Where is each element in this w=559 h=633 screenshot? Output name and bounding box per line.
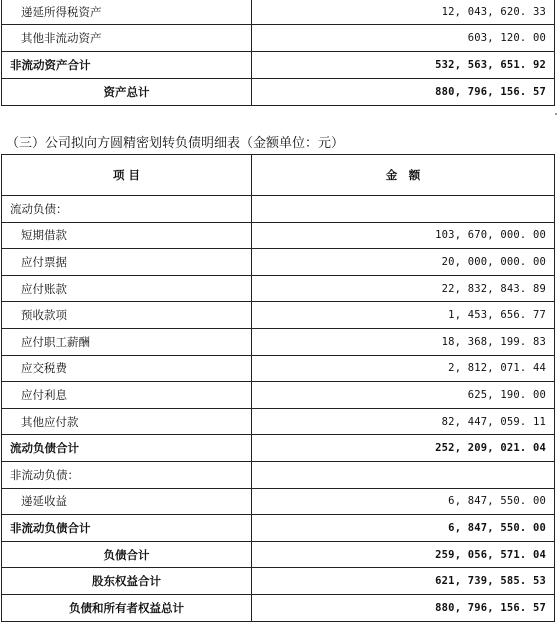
row-label: 股东权益合计 [2,568,252,595]
row-amount: 6, 847, 550. 00 [252,488,555,515]
table-row [2,594,555,621]
table-row [2,25,555,52]
table-row [2,302,555,329]
table-row [2,461,555,488]
header-amount: 金 额 [252,155,555,196]
liability-table-body [2,155,555,622]
table-row [2,275,555,302]
table-row [2,328,555,355]
row-amount: 18, 368, 199. 83 [252,328,555,355]
table-row [2,355,555,382]
row-amount: 82, 447, 059. 11 [252,408,555,435]
row-amount: 259, 056, 571. 04 [252,541,555,568]
liability-table-caption: （三）公司拟向方圆精密划转负债明细表（金额单位：元） [6,136,345,151]
row-amount: 252, 209, 021. 04 [252,435,555,462]
table-row [2,249,555,276]
row-amount: 880, 796, 156. 57 [252,79,555,106]
asset-table-body [2,0,555,106]
row-amount: 1, 453, 656. 77 [252,302,555,329]
liability-table [1,154,555,622]
row-amount: 532, 563, 651. 92 [252,52,555,79]
row-amount: 22, 832, 843. 89 [252,275,555,302]
row-amount: 20, 000, 000. 00 [252,249,555,276]
row-amount: 621, 739, 585. 53 [252,568,555,595]
row-amount: 2, 812, 071. 44 [252,355,555,382]
table-row [2,541,555,568]
row-label: 应付账款 [2,275,252,302]
row-label: 递延所得税资产 [2,0,252,25]
row-label: 递延收益 [2,488,252,515]
row-amount [252,461,555,488]
row-label: 预收款项 [2,302,252,329]
row-label: 负债和所有者权益总计 [2,594,252,621]
table-row [2,515,555,542]
row-amount: 103, 670, 000. 00 [252,222,555,249]
row-label: 应付职工薪酬 [2,328,252,355]
table-row [2,488,555,515]
page-speck [555,113,557,115]
row-label: 应付票据 [2,249,252,276]
row-label: 其他非流动资产 [2,25,252,52]
table-row [2,0,555,25]
row-label: 流动负债合计 [2,435,252,462]
row-label: 资产总计 [2,79,252,106]
row-label: 非流动负债： [2,461,252,488]
table-row [2,79,555,106]
row-label: 应付利息 [2,382,252,409]
table-row [2,568,555,595]
row-label: 短期借款 [2,222,252,249]
table-row [2,52,555,79]
table-row [2,222,555,249]
table-row [2,196,555,223]
row-label: 非流动负债合计 [2,515,252,542]
row-label: 负债合计 [2,541,252,568]
row-amount: 12, 043, 620. 33 [252,0,555,25]
row-label: 非流动资产合计 [2,52,252,79]
table-row [2,435,555,462]
row-label: 应交税费 [2,355,252,382]
row-amount: 603, 120. 00 [252,25,555,52]
row-amount [252,196,555,223]
row-amount: 625, 190. 00 [252,382,555,409]
asset-table [1,0,555,106]
row-amount: 6, 847, 550. 00 [252,515,555,542]
table-header-row [2,155,555,196]
row-label: 流动负债： [2,196,252,223]
table-row [2,382,555,409]
table-row [2,408,555,435]
row-amount: 880, 796, 156. 57 [252,594,555,621]
header-item: 项 目 [2,155,252,196]
row-label: 其他应付款 [2,408,252,435]
